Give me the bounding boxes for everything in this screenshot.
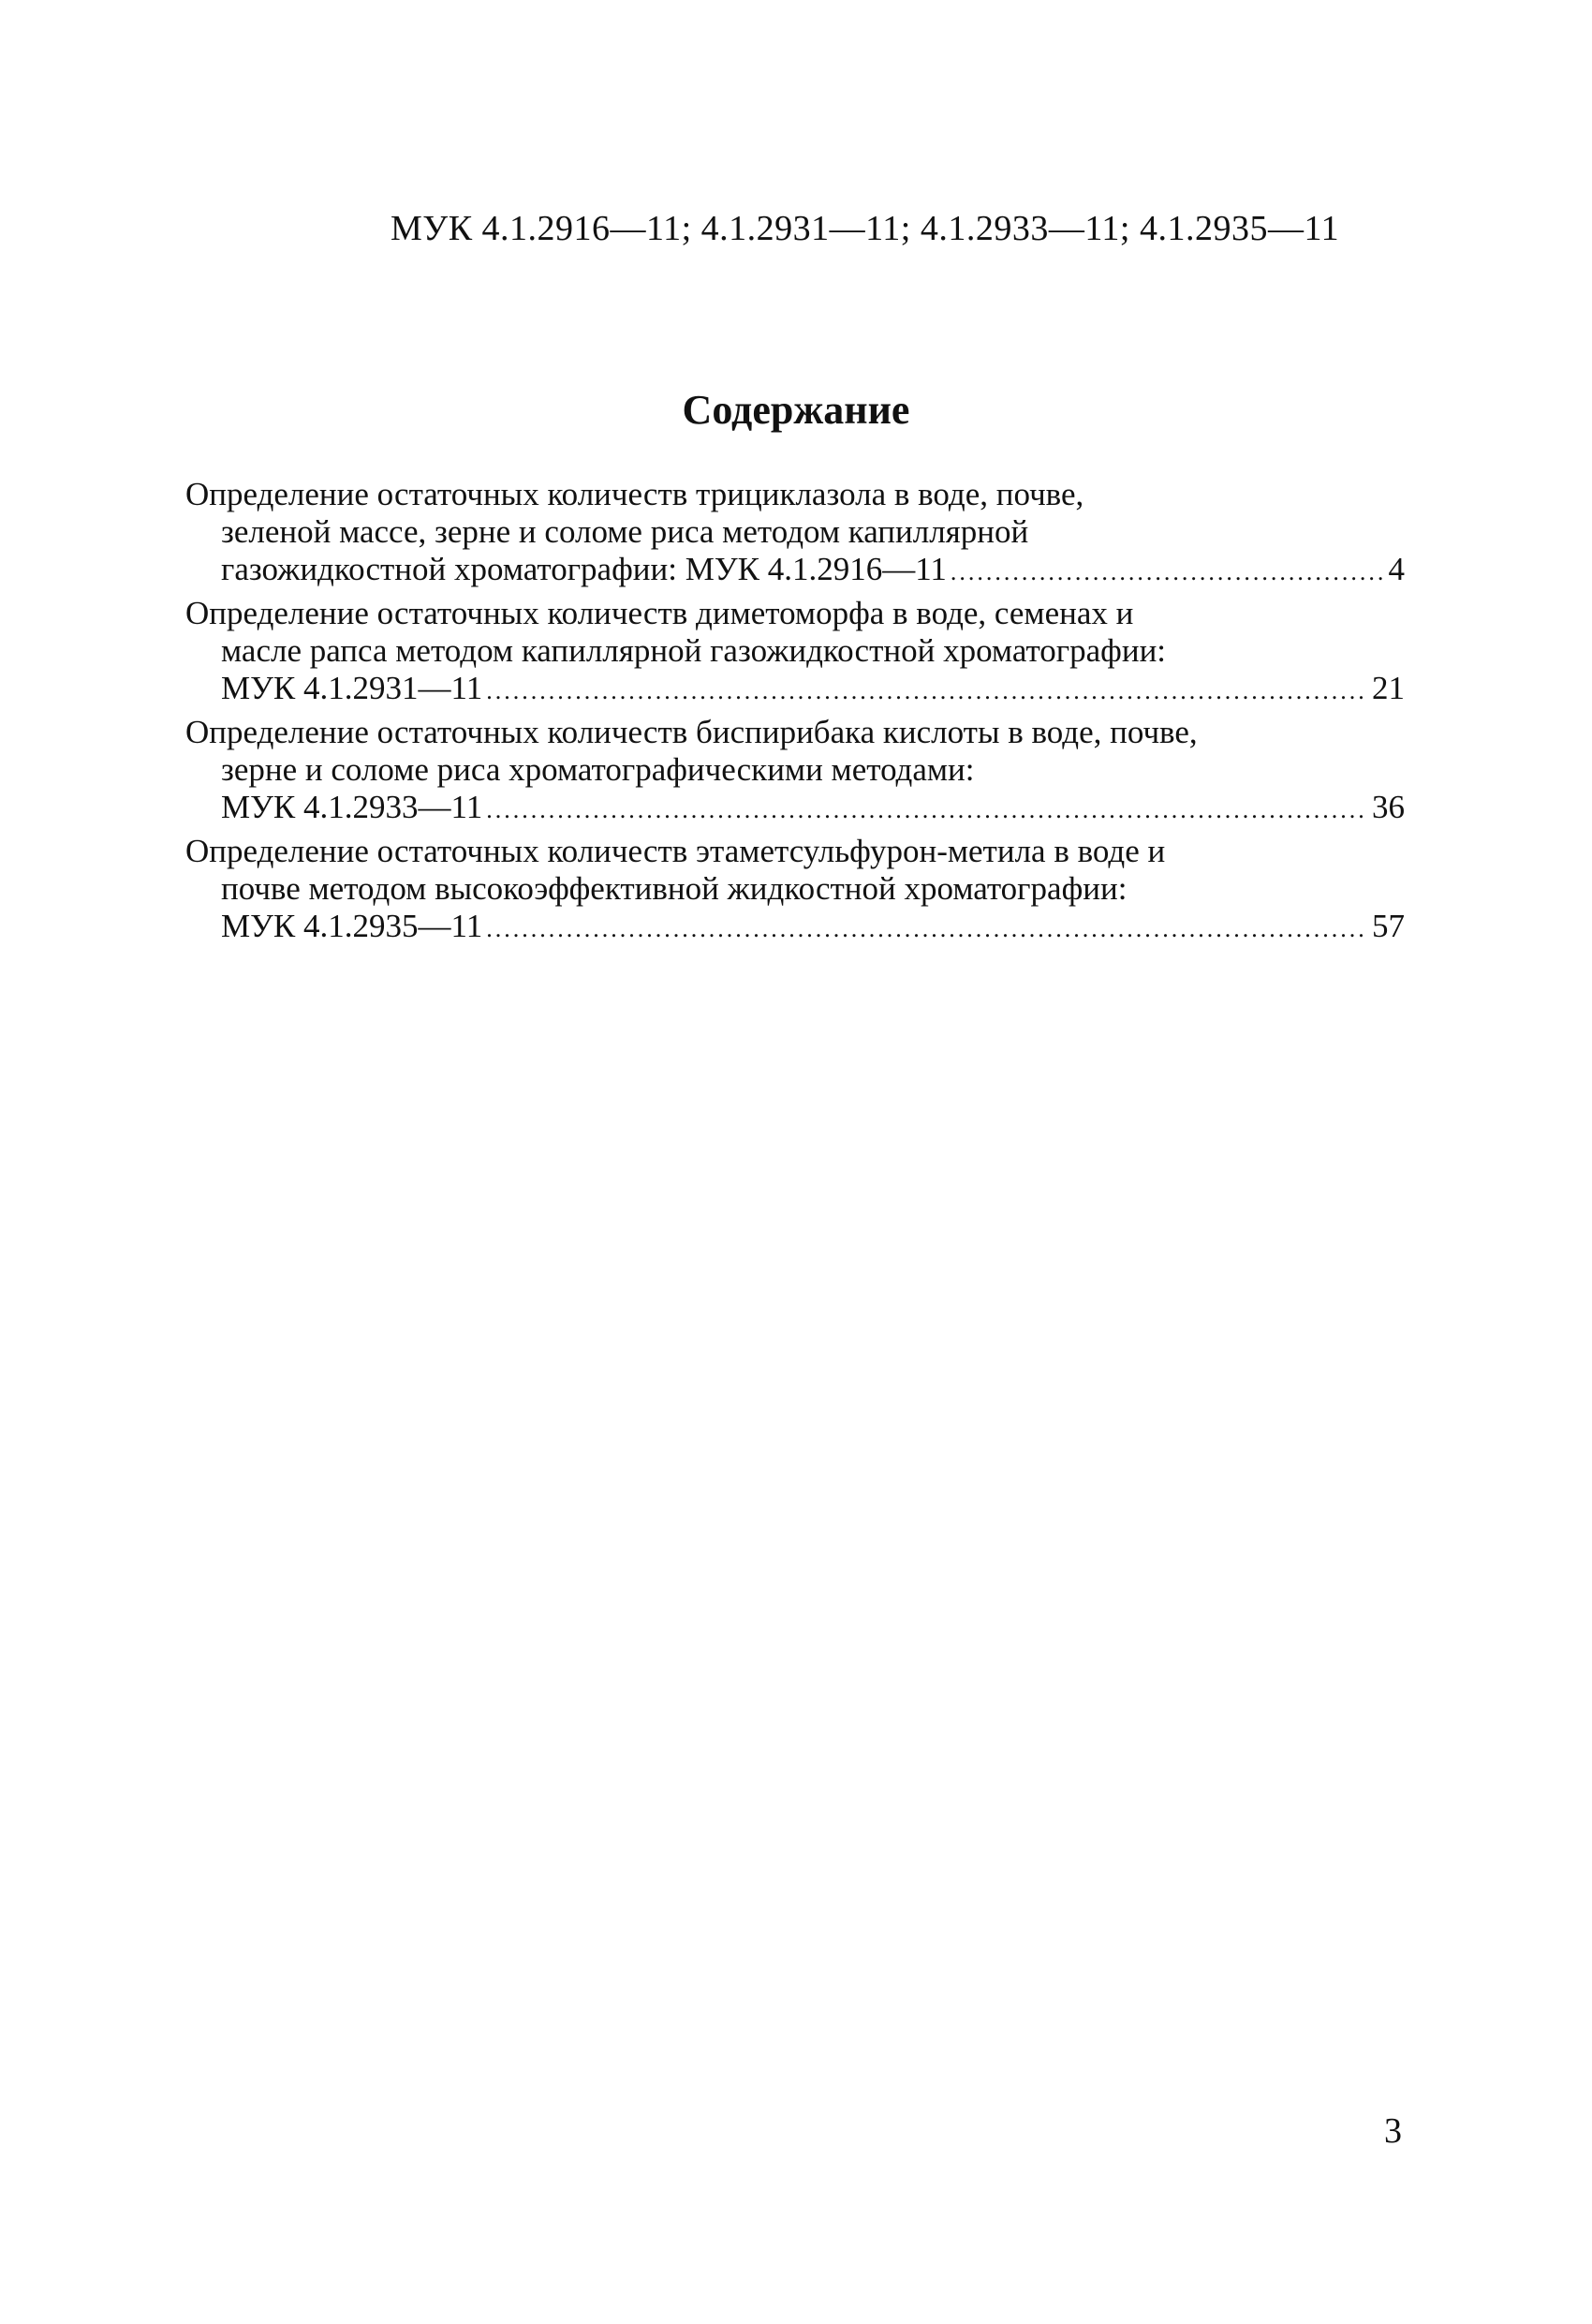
dot-leader: [486, 673, 1368, 710]
dot-leader: [486, 910, 1368, 948]
toc-entry-code: МУК 4.1.2931—11: [221, 670, 483, 706]
toc-entry-text: масле рапса методом капиллярной газожидкостной хроматографии:: [221, 632, 1167, 669]
dot-leader: [486, 792, 1368, 829]
toc-entry-page: 57: [1372, 908, 1405, 944]
toc-entry[interactable]: [185, 833, 1405, 948]
toc-entry-reference: [185, 670, 1405, 710]
toc-entry-text: Определение остаточных количеств трициклазола в воде, почве,: [185, 476, 1084, 512]
toc-entry-text: Определение остаточных количеств диметоморфа в воде, семенах и: [185, 595, 1134, 631]
dot-leader: [951, 554, 1385, 591]
toc-title: Содержание: [682, 387, 910, 433]
toc-entry-text: почве методом высокоэффективной жидкостной хроматографии:: [221, 870, 1128, 907]
toc-entry-page: 4: [1388, 551, 1405, 587]
toc-entry-page: 21: [1372, 670, 1405, 706]
toc-entry-code: газожидкостной хроматографии: МУК 4.1.2916—11: [221, 551, 947, 587]
toc-entry-text: зеленой массе, зерне и соломе риса методом капиллярной: [221, 513, 1029, 550]
toc-entry-code: МУК 4.1.2933—11: [221, 789, 483, 825]
toc-entry-code: МУК 4.1.2935—11: [221, 908, 483, 944]
toc-entry-text: Определение остаточных количеств биспирибака кислоты в воде, почве,: [185, 714, 1198, 750]
table-of-contents: [185, 476, 1405, 952]
document-code-header: МУК 4.1.2916—11; 4.1.2931—11; 4.1.2933—11; 4.1.2935—11: [391, 209, 1340, 248]
toc-entry-page: 36: [1372, 789, 1405, 825]
toc-entry-reference: [185, 789, 1405, 829]
toc-entry-reference: [185, 908, 1405, 948]
toc-entry-reference: [185, 551, 1405, 591]
page-number: 3: [1384, 2111, 1402, 2151]
toc-entry[interactable]: [185, 476, 1405, 591]
toc-entry-text: зерне и соломе риса хроматографическими методами:: [221, 751, 975, 788]
toc-entry[interactable]: [185, 595, 1405, 710]
toc-entry-text: Определение остаточных количеств этаметсульфурон-метила в воде и: [185, 833, 1166, 869]
toc-entry[interactable]: [185, 714, 1405, 829]
